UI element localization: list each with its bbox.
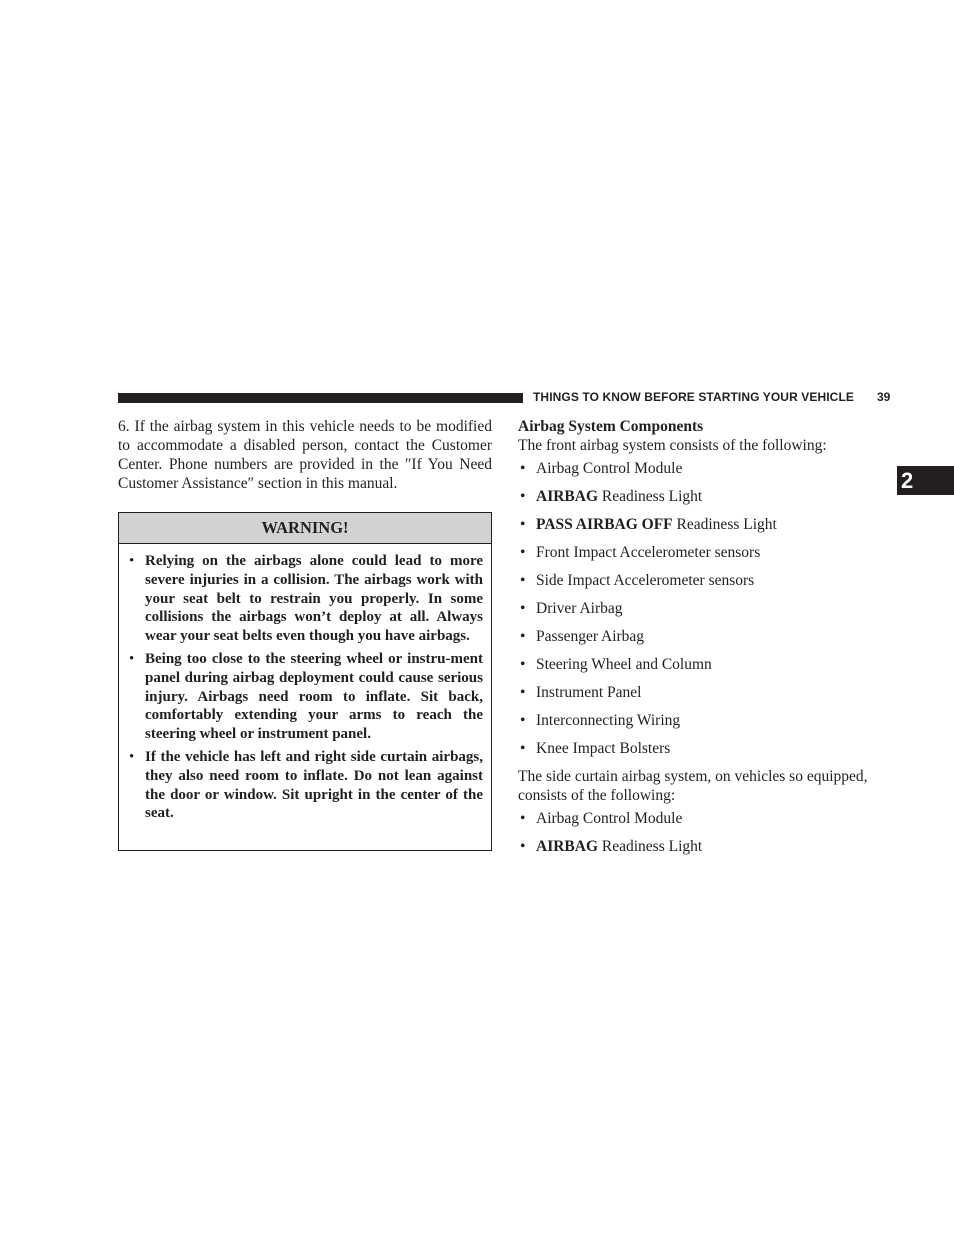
- component-item-text: Knee Impact Bolsters: [536, 740, 671, 757]
- warning-title: WARNING!: [119, 513, 491, 544]
- component-item-text: Instrument Panel: [536, 684, 642, 701]
- component-item-text: Front Impact Accelerometer sensors: [536, 544, 761, 561]
- running-header-title: THINGS TO KNOW BEFORE STARTING YOUR VEHICLE: [533, 390, 854, 404]
- bullet-icon: •: [520, 684, 526, 701]
- component-item: [518, 837, 894, 856]
- component-item: [518, 515, 894, 534]
- bullet-icon: •: [520, 516, 526, 533]
- component-item-text: Airbag Control Module: [536, 460, 683, 477]
- front-components-list: [518, 459, 894, 758]
- warning-list: [119, 544, 491, 823]
- component-item: [518, 599, 894, 618]
- bullet-icon: •: [520, 600, 526, 617]
- warning-item: [119, 650, 483, 744]
- component-item-bold: PASS AIRBAG OFF: [536, 516, 673, 533]
- component-item-text: Readiness Light: [598, 488, 703, 505]
- component-item: [518, 627, 894, 646]
- front-system-intro: The front airbag system consists of the following:: [518, 437, 827, 454]
- bullet-icon: •: [520, 712, 526, 729]
- bullet-icon: •: [520, 572, 526, 589]
- side-system-intro: The side curtain airbag system, on vehicles so equipped, consists of the following:: [518, 768, 868, 804]
- component-item: [518, 459, 894, 478]
- right-column: [518, 417, 894, 865]
- component-item: [518, 655, 894, 674]
- bullet-icon: •: [520, 740, 526, 757]
- bullet-icon: •: [520, 544, 526, 561]
- bullet-icon: •: [520, 628, 526, 645]
- page-number: 39: [877, 390, 891, 404]
- component-item: [518, 809, 894, 828]
- component-item-text: Steering Wheel and Column: [536, 656, 712, 673]
- bullet-icon: •: [129, 553, 135, 569]
- component-item: [518, 487, 894, 506]
- bullet-icon: •: [520, 488, 526, 505]
- header-rule: [118, 393, 523, 403]
- component-item-text: Driver Airbag: [536, 600, 623, 617]
- warning-item-text: If the vehicle has left and right side curtain airbags, they also need room to inflate. Do not lean against the door or window. Sit upright in the center of the seat.: [145, 748, 483, 822]
- component-item-text: Airbag Control Module: [536, 810, 683, 827]
- section-title: Airbag System Components: [518, 418, 704, 435]
- bullet-icon: •: [520, 810, 526, 827]
- disabled-person-paragraph: 6. If the airbag system in this vehicle needs to be modified to accommodate a disabled person, contact the Customer Center. Phone numbers are provided in the ″If You Need Customer Assistance″ section in this manual.: [118, 418, 492, 492]
- warning-item: [119, 748, 483, 823]
- component-item-bold: AIRBAG: [536, 488, 599, 505]
- component-item-text: Passenger Airbag: [536, 628, 645, 645]
- component-item: [518, 683, 894, 702]
- bullet-icon: •: [520, 838, 526, 855]
- warning-item-text: Relying on the airbags alone could lead to more severe injuries in a collision. The airbags work with your seat belt to restrain you properly. In some collisions the airbags won’t deploy at all. Always wear your seat belts even though you have airbags.: [145, 553, 483, 645]
- bullet-icon: •: [129, 650, 135, 667]
- component-item-bold: AIRBAG: [536, 838, 599, 855]
- side-components-list: [518, 809, 894, 856]
- warning-box: [118, 512, 492, 851]
- warning-item: [119, 552, 483, 646]
- component-item: [518, 739, 894, 758]
- component-item: [518, 571, 894, 590]
- component-item-text: Interconnecting Wiring: [536, 712, 681, 729]
- bullet-icon: •: [520, 460, 526, 477]
- component-item: [518, 711, 894, 730]
- bullet-icon: •: [520, 656, 526, 673]
- component-item: [518, 543, 894, 562]
- bullet-icon: •: [129, 748, 135, 765]
- warning-item-text: Being too close to the steering wheel or instru-ment panel during airbag deployment could cause serious injury. Airbags need room to inflate. Sit back, comfortably extending your arms to reach the steering wheel or instrument panel.: [145, 650, 483, 743]
- chapter-tab: 2: [897, 466, 954, 495]
- component-item-text: Readiness Light: [598, 838, 703, 855]
- component-item-text: Readiness Light: [672, 516, 777, 533]
- component-item-text: Side Impact Accelerometer sensors: [536, 572, 755, 589]
